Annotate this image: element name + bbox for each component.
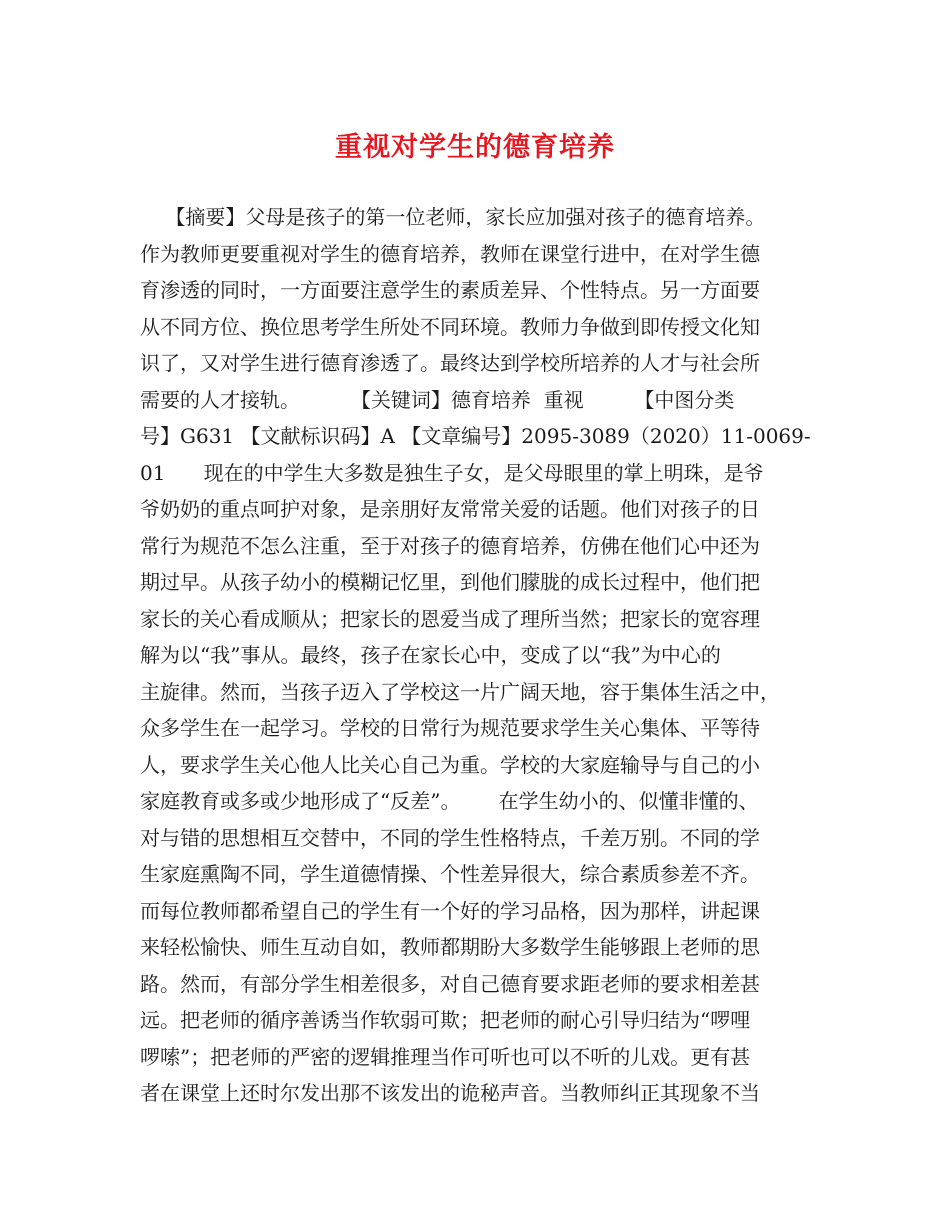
body-text-line: 而每位教师都希望自己的学生有一个好的学习品格，因为那样，讲起课 [140,898,760,923]
body-text-line: 来轻松愉快、师生互动自如，教师都期盼大多数学生能够跟上老师的思 [140,935,760,959]
body-text-line: 家庭教育或多或少地形成了“反差”。 在学生幼小的、似懂非懂的、 [140,789,759,813]
document-body [140,199,820,1112]
body-text-line: 解为以“我”事从。最终，孩子在家长心中，变成了以“我”为中心的 [140,643,721,667]
body-text-line: 01 现在的中学生大多数是独生子女，是父母眼里的掌上明珠，是爷 [140,460,764,485]
body-text-line: 识了，又对学生进行德育渗透了。最终达到学校所培养的人才与社会所 [140,351,760,375]
body-text-line: 远。把老师的循序善诱当作软弱可欺；把老师的耐心引导归结为“啰哩 [140,1008,751,1032]
body-text-line: 需要的人才接轨。 【关键词】德育培养 重视 【中图分类 [140,387,735,412]
body-text-line: 众多学生在一起学习。学校的日常行为规范要求学生关心集体、平等待 [140,716,760,740]
body-text-line: 爷奶奶的重点呵护对象，是亲朋好友常常关爱的话题。他们对孩子的日 [140,497,760,521]
body-text-line: 者在课堂上还时尔发出那不该发出的诡秘声音。当教师纠正其现象不当 [140,1081,760,1105]
body-text-line: 期过早。从孩子幼小的模糊记忆里，到他们朦胧的成长过程中，他们把 [140,570,760,594]
document-title: 重视对学生的德育培养 [335,132,615,163]
body-text-line: 人，要求学生关心他人比关心自己为重。学校的大家庭输导与自己的小 [140,752,760,777]
body-text-line: 路。然而，有部分学生相差很多，对自己德育要求距老师的要求相差甚 [140,971,760,996]
body-text-line: 从不同方位、换位思考学生所处不同环境。教师力争做到即传授文化知 [140,314,760,339]
body-text-line: 【摘要】父母是孩子的第一位老师，家长应加强对孩子的德育培养。 [140,205,766,229]
body-text-line: 主旋律。然而，当孩子迈入了学校这一片广阔天地，容于集体生活之中， [140,679,780,704]
body-text-line: 生家庭熏陶不同，学生道德情操、个性差异很大，综合素质参差不齐。 [140,862,760,886]
body-text-line: 常行为规范不怎么注重，至于对孩子的德育培养，仿佛在他们心中还为 [140,533,760,558]
body-text-line: 号】G631 【文献标识码】A 【文章编号】2095-3089（2020）11-0069- [140,424,811,448]
body-text-line: 育渗透的同时，一方面要注意学生的素质差异、个性特点。另一方面要 [140,278,760,302]
body-text-line: 啰嗦”；把老师的严密的逻辑推理当作可听也可以不听的儿戏。更有甚 [140,1044,751,1069]
body-text-line: 作为教师更要重视对学生的德育培养，教师在课堂行进中，在对学生德 [140,241,760,266]
body-text-line: 家长的关心看成顺从；把家长的恩爱当成了理所当然；把家长的宽容理 [140,606,760,631]
body-text-line: 对与错的思想相互交替中，不同的学生性格特点，千差万别。不同的学 [140,825,760,850]
